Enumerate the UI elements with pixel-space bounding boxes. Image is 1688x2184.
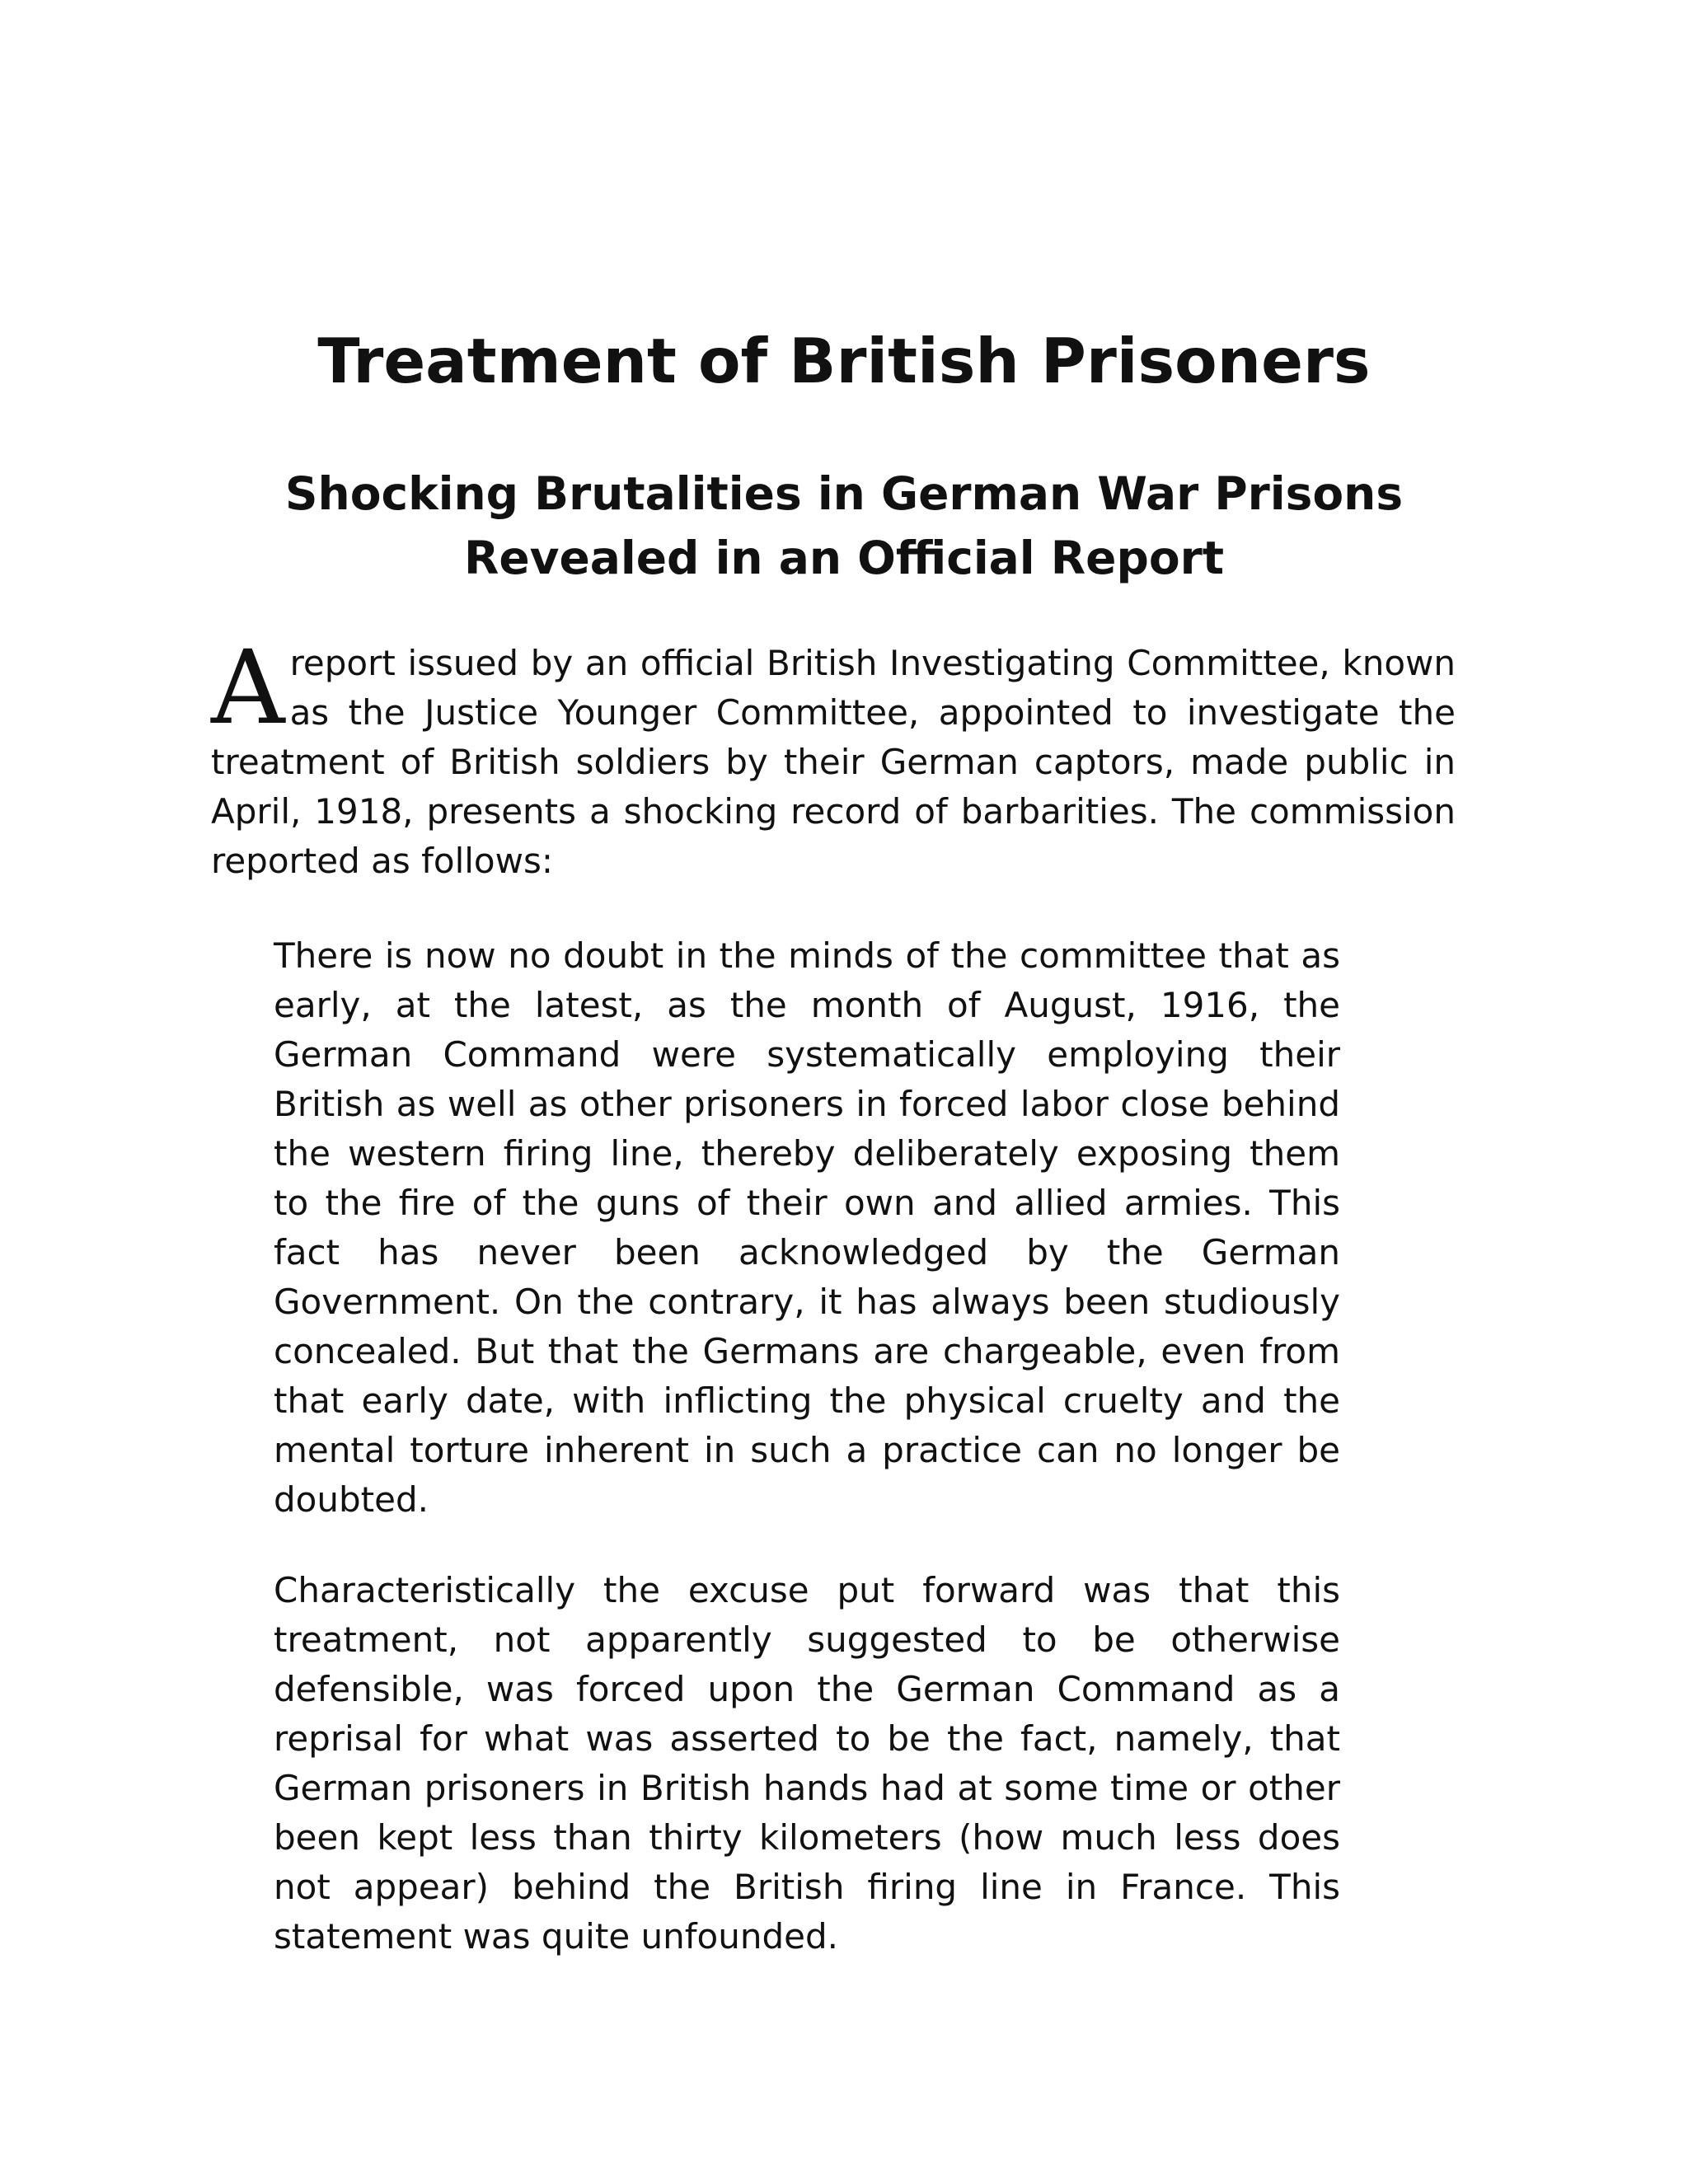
intro-paragraph	[211, 629, 1456, 886]
quote-paragraph-1: There is now no doubt in the minds of the committee that as early, at the latest, as the month of August, 1916, the German Command were systematically employing their British as well as other prisoners in forced labor close behind the western firing line, thereby deliberately exposing them to the fire of the guns of their own and allied armies. This fact has never been acknowledged by the German Government. On the contrary, it has always been studiously concealed. But that the Germans are chargeable, even from that early date, with inflicting the physical cruelty and the mental torture inherent in such a practice can no longer be doubted.	[274, 935, 1340, 1520]
drop-cap: A	[211, 629, 285, 748]
page-subtitle	[214, 462, 1474, 590]
subtitle-line-2: Revealed in an Official Report	[463, 532, 1225, 584]
subtitle-line-1: Shocking Brutalities in German War Prisons	[284, 467, 1404, 520]
page-title: Treatment of British Prisoners	[317, 325, 1371, 397]
intro-text: report issued by an official British Investigating Committee, known as the Justice Younger Committee, appointed to investigate the treatment of British soldiers by their German captors, made public in April, 1918, presents a shocking record of barbarities. The commission reported as follows:	[211, 643, 1456, 881]
quote-paragraph-2: Characteristically the excuse put forward was that this treatment, not apparently suggested to be otherwise defensible, was forced upon the German Command as a reprisal for what was asserted to be the fact, namely, that German prisoners in British hands had at some time or other been kept less than thirty kilometers (how much less does not appear) behind the British firing line in France. This statement was quite unfounded.	[274, 1570, 1340, 1957]
